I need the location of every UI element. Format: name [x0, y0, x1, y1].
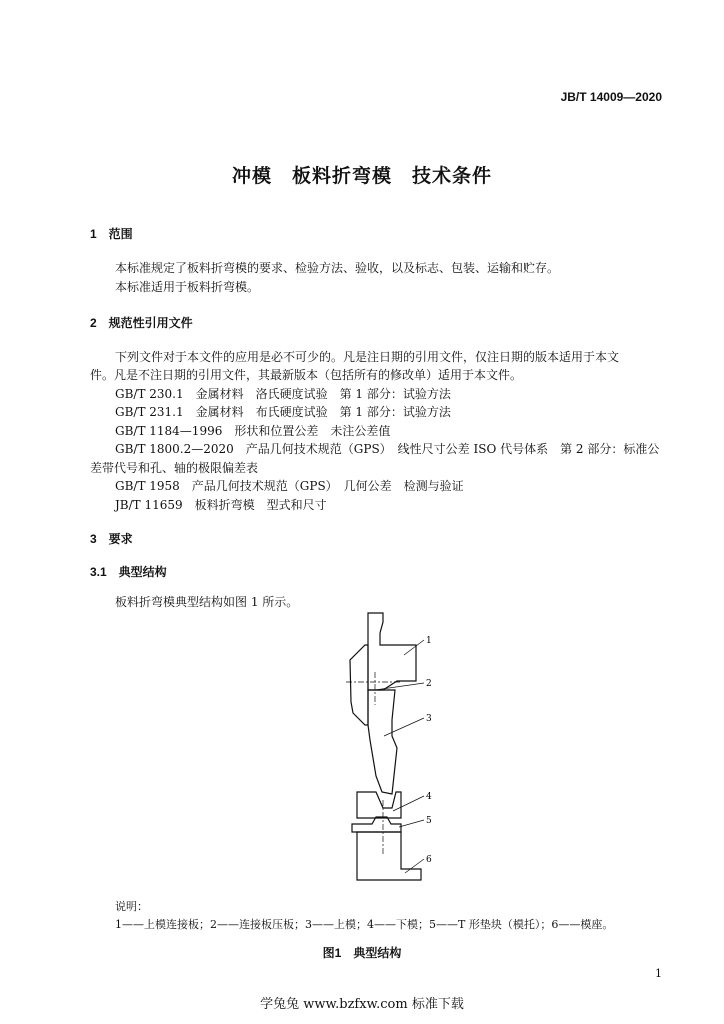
section-3-1-heading: 3.1 典型结构: [90, 565, 167, 579]
callout-3: 3: [426, 714, 432, 724]
document-title: 冲模 板料折弯模 技术条件: [231, 166, 492, 187]
leader-line-4: [393, 796, 424, 811]
figure-caption: 图1 典型结构: [322, 946, 402, 960]
connecting-plate-clamp: [350, 645, 368, 725]
reference-item: GB/T 1184—1996 形状和位置公差 未注公差值: [115, 424, 391, 438]
leader-line-2: [375, 683, 424, 690]
section-3-heading: 3 要求: [90, 532, 133, 546]
download-footer: 学兔兔 www.bzfxw.com 标准下载: [260, 997, 464, 1012]
callout-6: 6: [426, 855, 432, 865]
section-2-heading: 2 规范性引用文件: [90, 316, 193, 330]
figure-legend-title: 说明：: [115, 900, 148, 913]
reference-item: GB/T 1800.2—2020 产品几何技术规范（GPS） 线性尺寸公差 ISO 代号体系 第 2 部分：标准公: [115, 442, 660, 456]
reference-item: GB/T 230.1 金属材料 洛氏硬度试验 第 1 部分：试验方法: [115, 387, 451, 401]
leader-line-3: [384, 718, 424, 736]
leader-line-5: [399, 820, 424, 827]
reference-item: GB/T 1958 产品几何技术规范（GPS） 几何公差 检测与验证: [115, 479, 464, 493]
section-2-intro-line-2: 件。凡是不注日期的引用文件，其最新版本（包括所有的修改单）适用于本文件。: [90, 368, 523, 382]
section-1-paragraph-1: 本标准规定了板料折弯模的要求、检验方法、验收，以及标志、包装、运输和贮存。: [115, 261, 560, 275]
leader-line-1: [404, 640, 424, 655]
callout-5: 5: [426, 816, 432, 826]
callout-1: 1: [426, 636, 432, 646]
reference-item-continuation: 差带代号和孔、轴的极限偏差表: [90, 461, 259, 475]
reference-item: JB/T 11659 板料折弯模 型式和尺寸: [115, 498, 327, 512]
die-base: [357, 832, 421, 880]
callout-2: 2: [426, 679, 432, 689]
section-2-intro-line-1: 下列文件对于本文件的应用是必不可少的。凡是注日期的引用文件，仅注日期的版本适用于本文: [115, 350, 620, 364]
section-3-1-paragraph: 板料折弯模典型结构如图 1 所示。: [115, 595, 299, 609]
t-shaped-block: [352, 817, 401, 832]
figure-legend: 1——上模连接板；2——连接板压板；3——上模；4——下模；5——T 形垫块（模托）；6——模座。: [115, 918, 614, 931]
section-1-paragraph-2: 本标准适用于板料折弯模。: [115, 280, 260, 294]
upper-die-punch: [368, 690, 397, 794]
section-1-heading: 1 范围: [90, 227, 133, 241]
standard-number: JB/T 14009—2020: [560, 90, 662, 104]
page-number: 1: [655, 967, 662, 980]
callout-4: 4: [426, 792, 432, 802]
lower-die: [357, 792, 401, 818]
reference-item: GB/T 231.1 金属材料 布氏硬度试验 第 1 部分：试验方法: [115, 405, 451, 419]
